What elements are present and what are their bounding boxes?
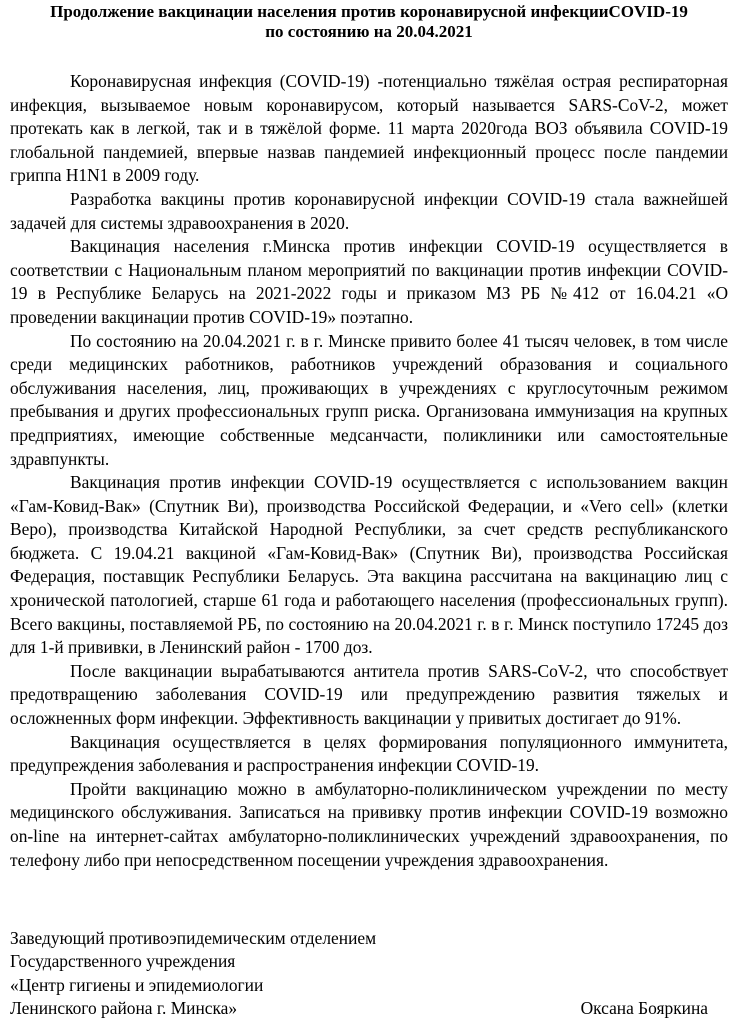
signature-block <box>10 927 728 1021</box>
paragraph-minsk-vaccination-plan: Вакцинация населения г.Минска против инфекции COVID-19 осуществляется в соответствии с Национальным планом мероприятий по вакцинации против инфекции COVID-19 в Республике Беларусь на 2021-2022 годы и приказом МЗ РБ №412 от 16.04.21 «О проведении вакцинации против COVID-19» поэтапно. <box>10 236 728 327</box>
document-page <box>10 0 728 1024</box>
title-line-2: по состоянию на 20.04.2021 <box>265 22 473 41</box>
signature-center-line: «Центр гигиены и эпидемиологии <box>10 974 264 995</box>
document-body <box>10 70 728 872</box>
signature-institution-line: Государственного учреждения <box>10 951 236 972</box>
paragraph-vaccines-used: Вакцинация против инфекции COVID-19 осуществляется с использованием вакцин «Гам-Ковид-Вак» (Спутник Ви), производства Российской Федерации, и «Vero cell» (клетки Веро), производства Китайской Народной Республики, за счет средств республиканского бюджета. С 19.04.21 вакциной «Гам-Ковид-Вак» (Спутник Ви), производства Российская Федерация, поставщик Республики Беларусь. Эта вакцина рассчитана на вакцинацию лиц с хронической патологией, старше 61 года и работающего населения (профессиональных групп). Всего вакцины, поставляемой РБ, по состоянию на 20.04.2021 г. в г. Минск поступило 17245 доз для 1-й прививки, в Ленинский район - 1700 доз. <box>10 472 728 658</box>
signature-position-line: Заведующий противоэпидемическим отделением <box>10 928 377 948</box>
paragraph-how-to-vaccinate: Пройти вакцинацию можно в амбулаторно-поликлиническом учреждении по месту медицинского обслуживания. Записаться на прививку против инфекции COVID-19 возможно on-line на интернет-сайтах амбулаторно-поликлинических учреждений здравоохранения, по телефону либо при непосредственном посещении учреждения здравоохранения. <box>10 778 728 870</box>
paragraph-covid-intro: Коронавирусная инфекция (COVID-19) -потенциально тяжёлая острая респираторная инфекция, вызываемое новым коронавирусом, который называется SARS-CoV-2, может протекать как в легкой, так и в тяжёлой форме. 11 марта 2020года ВОЗ объявила COVID-19 глобальной пандемией, впервые назвав пандемией инфекционный процесс после пандемии гриппа H1N1 в 2009 году. <box>10 71 728 186</box>
paragraph-antibodies-efficacy: После вакцинации вырабатываются антитела против SARS-CoV-2, что способствует предотвращению заболевания COVID-19 или предупреждению развития тяжелых и осложненных форм инфекции. Эффективность вакцинации у привитых достигает до 91%. <box>10 660 728 729</box>
signature-last-row <box>10 997 728 1020</box>
paragraph-vaccination-status: По состоянию на 20.04.2021 г. в г. Минске привито более 41 тысяч человек, в том числе среди медицинских работников, работников учреждений образования и социального обслуживания населения, лиц, проживающих в учреждениях с круглосуточным режимом пребывания и других профессиональных групп риска. Организована иммунизация на крупных предприятиях, имеющие собственные медсанчасти, поликлиники или самостоятельные здравпункты. <box>10 330 728 469</box>
paragraph-vaccine-development: Разработка вакцины против коронавирусной инфекции COVID-19 стала важнейшей задачей для системы здравоохранения в 2020. <box>10 188 728 233</box>
document-title <box>10 0 728 42</box>
paragraph-vaccination-goals: Вакцинация осуществляется в целях формирования популяционного иммунитета, предупреждения заболевания и распространения инфекции COVID-19. <box>10 731 728 776</box>
signature-district-line: Ленинского района г. Минска» <box>10 998 238 1019</box>
title-line-1: Продолжение вакцинации населения против коронавирусной инфекцииCOVID-19 <box>50 2 688 21</box>
signatory-name: Оксана Бояркина <box>580 998 708 1019</box>
